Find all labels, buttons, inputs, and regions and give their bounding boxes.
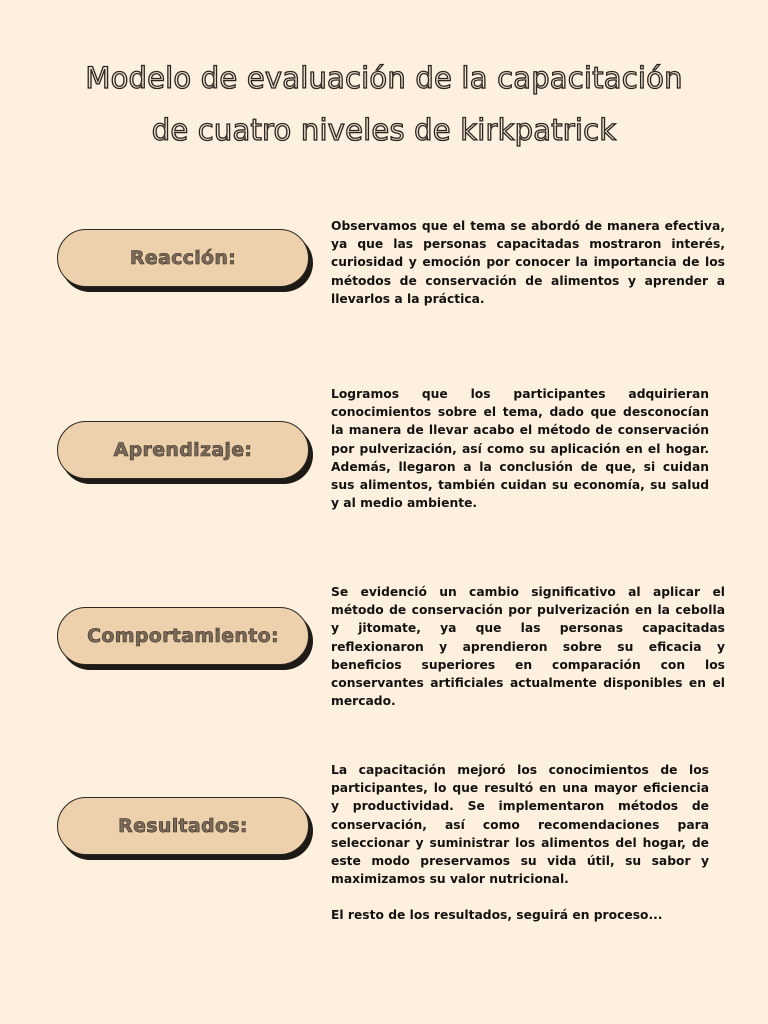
footnote-text: El resto de los resultados, seguirá en proceso... (331, 908, 663, 922)
page-title (0, 52, 768, 156)
resultados-label: Resultados: (118, 815, 248, 837)
comportamiento-label: Comportamiento: (87, 625, 279, 647)
comportamiento-description: Se evidenció un cambio significativo al aplicar el método de conservación por pulverización en la cebolla y jitomate, ya que las personas capacitadas reflexionaron y aprendieron sobre su eficacia y beneficios superiores en comparación con los conservantes artificiales actualmente disponibles en el mercado. (331, 585, 725, 709)
title-line-2: de cuatro niveles de kirkpatrick (151, 113, 617, 147)
resultados-description: La capacitación mejoró los conocimientos de los participantes, lo que resultó en una mayor eficiencia y productividad. Se implementaron métodos de conservación, así como recomendaciones para seleccionar y suministrar los alimentos del hogar, de este modo preservamos su vida útil, su sabor y maximizamos su valor nutricional. (331, 763, 709, 887)
aprendizaje-label: Aprendizaje: (113, 439, 253, 461)
title-line-1: Modelo de evaluación de la capacitación (85, 61, 683, 95)
aprendizaje-pill (57, 421, 309, 479)
reaccion-label: Reacción: (129, 247, 237, 269)
reaccion-description: Observamos que el tema se abordó de manera efectiva, ya que las personas capacitadas mostraron interés, curiosidad y emoción por conocer la importancia de los métodos de conservación de alimentos y aprender a llevarlos a la práctica. (331, 219, 725, 306)
reaccion-pill (57, 229, 309, 287)
comportamiento-pill (57, 607, 309, 665)
resultados-pill (57, 797, 309, 855)
aprendizaje-description: Logramos que los participantes adquirieran conocimientos sobre el tema, dado que desconocían la manera de llevar acabo el método de conservación por pulverización, así como su aplicación en el hogar. Además, llegaron a la conclusión de que, si cuidan sus alimentos, también cuidan su economía, su salud y al medio ambiente. (331, 387, 709, 511)
